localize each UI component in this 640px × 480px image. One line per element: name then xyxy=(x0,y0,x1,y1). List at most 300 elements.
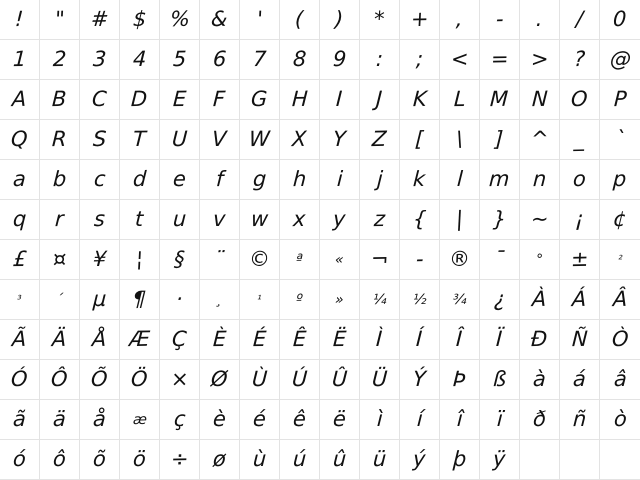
glyph-cell[interactable] xyxy=(440,240,480,280)
glyph-cell[interactable] xyxy=(0,40,40,80)
glyph-cell[interactable] xyxy=(0,120,40,160)
glyph-cell[interactable] xyxy=(520,120,560,160)
glyph-character: q xyxy=(12,206,27,232)
glyph-cell[interactable] xyxy=(80,240,120,280)
glyph-cell[interactable] xyxy=(120,120,160,160)
glyph-cell[interactable] xyxy=(280,200,320,240)
glyph-character: j xyxy=(375,166,384,192)
glyph-character: § xyxy=(173,246,186,272)
glyph-character: N xyxy=(531,86,549,112)
glyph-cell[interactable] xyxy=(80,0,120,40)
glyph-character: ! xyxy=(14,6,25,32)
glyph-cell[interactable] xyxy=(240,120,280,160)
glyph-cell[interactable] xyxy=(320,440,360,480)
glyph-cell[interactable] xyxy=(120,360,160,400)
glyph-cell[interactable] xyxy=(600,200,640,240)
glyph-cell[interactable] xyxy=(240,0,280,40)
glyph-character: x xyxy=(292,206,307,232)
glyph-character: ô xyxy=(52,446,67,472)
glyph-cell[interactable] xyxy=(360,440,400,480)
glyph-cell[interactable] xyxy=(280,440,320,480)
glyph-cell[interactable] xyxy=(480,80,520,120)
glyph-character: K xyxy=(411,86,428,112)
glyph-cell[interactable] xyxy=(560,80,600,120)
glyph-cell[interactable] xyxy=(160,280,200,320)
glyph-cell[interactable] xyxy=(360,120,400,160)
glyph-cell[interactable] xyxy=(280,80,320,120)
glyph-cell[interactable] xyxy=(560,200,600,240)
glyph-cell[interactable] xyxy=(400,240,440,280)
glyph-cell[interactable] xyxy=(520,0,560,40)
glyph-cell[interactable] xyxy=(440,440,480,480)
glyph-cell[interactable] xyxy=(0,440,40,480)
glyph-cell[interactable] xyxy=(600,360,640,400)
glyph-character: Ù xyxy=(251,366,268,392)
glyph-character: z xyxy=(373,206,386,232)
glyph-cell[interactable] xyxy=(280,120,320,160)
glyph-cell[interactable] xyxy=(240,240,280,280)
glyph-character: º xyxy=(295,291,304,308)
glyph-cell[interactable] xyxy=(0,400,40,440)
glyph-character: Â xyxy=(612,286,628,312)
glyph-cell[interactable] xyxy=(240,320,280,360)
glyph-cell[interactable] xyxy=(40,40,80,80)
glyph-character: ] xyxy=(494,126,505,152)
glyph-cell[interactable] xyxy=(600,160,640,200)
glyph-character: T xyxy=(132,126,147,152)
glyph-character: Ä xyxy=(51,326,68,352)
glyph-cell[interactable] xyxy=(320,240,360,280)
glyph-cell[interactable] xyxy=(560,160,600,200)
glyph-cell[interactable] xyxy=(560,280,600,320)
glyph-cell[interactable] xyxy=(480,40,520,80)
glyph-cell[interactable] xyxy=(560,120,600,160)
glyph-character: ¢ xyxy=(612,206,628,232)
glyph-cell[interactable] xyxy=(0,80,40,120)
glyph-cell[interactable] xyxy=(600,320,640,360)
glyph-cell[interactable] xyxy=(440,360,480,400)
glyph-cell[interactable] xyxy=(600,400,640,440)
glyph-cell[interactable] xyxy=(80,440,120,480)
glyph-character: Ö xyxy=(130,366,149,392)
glyph-cell[interactable] xyxy=(360,0,400,40)
glyph-cell[interactable] xyxy=(480,200,520,240)
glyph-cell[interactable] xyxy=(40,440,80,480)
glyph-cell[interactable] xyxy=(240,160,280,200)
glyph-cell[interactable] xyxy=(400,120,440,160)
glyph-character: f xyxy=(215,166,224,192)
glyph-cell[interactable] xyxy=(480,0,520,40)
glyph-character: ¸ xyxy=(215,291,224,308)
glyph-cell[interactable] xyxy=(520,80,560,120)
glyph-cell[interactable] xyxy=(240,40,280,80)
glyph-character: l xyxy=(455,166,464,192)
glyph-cell[interactable] xyxy=(520,160,560,200)
glyph-cell[interactable] xyxy=(160,160,200,200)
glyph-cell[interactable] xyxy=(440,200,480,240)
glyph-cell[interactable] xyxy=(200,440,240,480)
glyph-cell[interactable] xyxy=(160,400,200,440)
glyph-cell[interactable] xyxy=(360,400,400,440)
glyph-character: · xyxy=(175,286,184,312)
glyph-character: i xyxy=(335,166,344,192)
glyph-character: £ xyxy=(12,246,27,272)
glyph-cell[interactable] xyxy=(0,0,40,40)
glyph-character: ( xyxy=(294,6,305,32)
glyph-character: # xyxy=(90,6,109,32)
glyph-character: ? xyxy=(573,46,586,72)
glyph-character: ó xyxy=(12,446,27,472)
glyph-cell[interactable] xyxy=(200,120,240,160)
glyph-cell[interactable] xyxy=(160,40,200,80)
glyph-cell[interactable] xyxy=(400,400,440,440)
glyph-cell[interactable] xyxy=(560,0,600,40)
glyph-character: * xyxy=(373,6,386,32)
glyph-cell[interactable] xyxy=(600,120,640,160)
glyph-cell[interactable] xyxy=(520,360,560,400)
glyph-character: m xyxy=(488,166,511,192)
glyph-character: ª xyxy=(295,251,304,268)
glyph-character: W xyxy=(248,126,271,152)
glyph-cell[interactable] xyxy=(520,240,560,280)
glyph-character: < xyxy=(450,46,469,72)
glyph-cell[interactable] xyxy=(120,440,160,480)
glyph-character: ¾ xyxy=(452,291,467,308)
glyph-cell[interactable] xyxy=(400,0,440,40)
glyph-cell[interactable] xyxy=(80,400,120,440)
glyph-cell[interactable] xyxy=(480,240,520,280)
glyph-cell[interactable] xyxy=(40,160,80,200)
glyph-character: Ó xyxy=(10,366,29,392)
glyph-cell[interactable] xyxy=(480,120,520,160)
glyph-character: ¤ xyxy=(52,246,67,272)
glyph-cell[interactable] xyxy=(80,80,120,120)
glyph-character: ¨ xyxy=(213,246,226,272)
glyph-cell[interactable] xyxy=(560,360,600,400)
glyph-cell[interactable] xyxy=(400,40,440,80)
glyph-character: + xyxy=(410,6,429,32)
glyph-cell[interactable] xyxy=(0,360,40,400)
glyph-cell[interactable] xyxy=(480,280,520,320)
glyph-cell[interactable] xyxy=(120,240,160,280)
glyph-character: 7 xyxy=(252,46,267,72)
glyph-character: ) xyxy=(334,6,345,32)
glyph-character: M xyxy=(489,86,510,112)
glyph-cell[interactable] xyxy=(40,200,80,240)
glyph-cell[interactable] xyxy=(320,360,360,400)
glyph-cell[interactable] xyxy=(280,280,320,320)
glyph-character: | xyxy=(455,206,464,232)
glyph-character: / xyxy=(575,6,584,32)
glyph-cell[interactable] xyxy=(200,320,240,360)
glyph-character: ° xyxy=(535,251,544,268)
glyph-cell[interactable] xyxy=(600,80,640,120)
glyph-cell[interactable] xyxy=(360,160,400,200)
glyph-cell[interactable] xyxy=(0,240,40,280)
glyph-character: ñ xyxy=(572,406,587,432)
glyph-character: á xyxy=(572,366,587,392)
glyph-cell[interactable] xyxy=(360,240,400,280)
glyph-cell[interactable] xyxy=(280,0,320,40)
glyph-character: Q xyxy=(10,126,29,152)
glyph-cell[interactable] xyxy=(520,200,560,240)
glyph-character: : xyxy=(375,46,384,72)
glyph-cell[interactable] xyxy=(360,80,400,120)
glyph-cell[interactable] xyxy=(600,280,640,320)
glyph-cell[interactable] xyxy=(240,360,280,400)
glyph-character: ü xyxy=(372,446,387,472)
glyph-cell[interactable] xyxy=(480,400,520,440)
glyph-cell[interactable] xyxy=(200,200,240,240)
glyph-character: G xyxy=(250,86,269,112)
glyph-character: ÿ xyxy=(492,446,507,472)
glyph-character: å xyxy=(92,406,107,432)
glyph-cell[interactable] xyxy=(360,360,400,400)
glyph-character: Ã xyxy=(11,326,28,352)
glyph-character: Û xyxy=(331,366,348,392)
glyph-cell[interactable] xyxy=(120,40,160,80)
glyph-character: L xyxy=(453,86,467,112)
glyph-character: P xyxy=(613,86,627,112)
glyph-cell[interactable] xyxy=(280,160,320,200)
glyph-cell[interactable] xyxy=(160,80,200,120)
glyph-cell[interactable] xyxy=(600,40,640,80)
glyph-character: Õ xyxy=(90,366,109,392)
glyph-character: 1 xyxy=(12,46,27,72)
glyph-cell[interactable] xyxy=(160,320,200,360)
glyph-cell[interactable] xyxy=(480,160,520,200)
glyph-cell[interactable] xyxy=(200,240,240,280)
glyph-cell[interactable] xyxy=(480,440,520,480)
glyph-cell[interactable] xyxy=(360,40,400,80)
glyph-character: Ü xyxy=(371,366,388,392)
glyph-cell[interactable] xyxy=(120,200,160,240)
glyph-character: û xyxy=(332,446,347,472)
glyph-character: © xyxy=(248,246,271,272)
glyph-cell[interactable] xyxy=(240,80,280,120)
glyph-cell[interactable] xyxy=(280,360,320,400)
glyph-cell[interactable] xyxy=(440,0,480,40)
glyph-character: Í xyxy=(415,326,424,352)
glyph-cell[interactable] xyxy=(600,440,640,480)
glyph-cell[interactable] xyxy=(520,400,560,440)
glyph-character: ´ xyxy=(55,291,64,308)
glyph-character: ¿ xyxy=(493,286,506,312)
glyph-cell[interactable] xyxy=(320,160,360,200)
glyph-cell[interactable] xyxy=(120,0,160,40)
glyph-cell[interactable] xyxy=(560,240,600,280)
glyph-cell[interactable] xyxy=(400,200,440,240)
glyph-cell[interactable] xyxy=(120,80,160,120)
glyph-cell[interactable] xyxy=(320,200,360,240)
glyph-cell[interactable] xyxy=(0,200,40,240)
glyph-character: Ð xyxy=(530,326,549,352)
glyph-cell[interactable] xyxy=(400,160,440,200)
glyph-cell[interactable] xyxy=(320,40,360,80)
glyph-character: ® xyxy=(448,246,471,272)
glyph-cell[interactable] xyxy=(520,320,560,360)
glyph-character: ¦ xyxy=(135,246,144,272)
glyph-cell[interactable] xyxy=(440,280,480,320)
glyph-cell[interactable] xyxy=(440,80,480,120)
glyph-cell[interactable] xyxy=(40,240,80,280)
glyph-cell[interactable] xyxy=(280,400,320,440)
glyph-cell[interactable] xyxy=(40,0,80,40)
glyph-cell[interactable] xyxy=(520,280,560,320)
glyph-cell[interactable] xyxy=(200,400,240,440)
glyph-character: æ xyxy=(132,411,147,428)
glyph-cell[interactable] xyxy=(160,200,200,240)
glyph-cell[interactable] xyxy=(80,160,120,200)
glyph-character: ¶ xyxy=(132,286,147,312)
glyph-cell[interactable] xyxy=(0,160,40,200)
glyph-cell[interactable] xyxy=(200,360,240,400)
glyph-cell[interactable] xyxy=(440,40,480,80)
glyph-character: Ç xyxy=(171,326,188,352)
glyph-character: R xyxy=(51,126,68,152)
glyph-cell[interactable] xyxy=(360,200,400,240)
glyph-cell[interactable] xyxy=(520,440,560,480)
glyph-cell[interactable] xyxy=(480,360,520,400)
glyph-cell[interactable] xyxy=(440,120,480,160)
glyph-cell[interactable] xyxy=(80,120,120,160)
glyph-cell[interactable] xyxy=(560,400,600,440)
glyph-cell[interactable] xyxy=(520,40,560,80)
glyph-cell[interactable] xyxy=(440,160,480,200)
glyph-cell[interactable] xyxy=(0,280,40,320)
glyph-cell[interactable] xyxy=(600,0,640,40)
glyph-character: [ xyxy=(414,126,425,152)
glyph-cell[interactable] xyxy=(320,400,360,440)
glyph-character: Ê xyxy=(292,326,307,352)
glyph-cell[interactable] xyxy=(200,0,240,40)
glyph-character: & xyxy=(210,6,229,32)
glyph-cell[interactable] xyxy=(280,320,320,360)
glyph-cell[interactable] xyxy=(120,280,160,320)
glyph-cell[interactable] xyxy=(40,280,80,320)
glyph-character: ø xyxy=(212,446,227,472)
glyph-character: Ø xyxy=(210,366,229,392)
glyph-cell[interactable] xyxy=(120,400,160,440)
glyph-character: ß xyxy=(492,366,507,392)
glyph-cell[interactable] xyxy=(160,440,200,480)
glyph-cell[interactable] xyxy=(80,40,120,80)
glyph-character: t xyxy=(134,206,145,232)
glyph-cell[interactable] xyxy=(40,80,80,120)
glyph-character: _ xyxy=(573,126,586,152)
glyph-character: ~ xyxy=(530,206,549,232)
glyph-character: p xyxy=(612,166,628,192)
glyph-character: ; xyxy=(415,46,424,72)
glyph-character: » xyxy=(334,291,345,308)
glyph-cell[interactable] xyxy=(400,320,440,360)
glyph-character: þ xyxy=(452,446,467,472)
glyph-cell[interactable] xyxy=(80,200,120,240)
glyph-character: ÷ xyxy=(170,446,189,472)
glyph-cell[interactable] xyxy=(200,160,240,200)
glyph-character: ` xyxy=(614,126,626,152)
glyph-cell[interactable] xyxy=(120,160,160,200)
glyph-cell[interactable] xyxy=(560,40,600,80)
glyph-cell[interactable] xyxy=(160,0,200,40)
glyph-character: n xyxy=(532,166,547,192)
glyph-cell[interactable] xyxy=(480,320,520,360)
glyph-character: - xyxy=(495,6,504,32)
glyph-cell[interactable] xyxy=(160,120,200,160)
glyph-cell[interactable] xyxy=(400,440,440,480)
glyph-cell[interactable] xyxy=(360,320,400,360)
glyph-character: « xyxy=(334,251,345,268)
glyph-cell[interactable] xyxy=(280,40,320,80)
glyph-cell[interactable] xyxy=(320,0,360,40)
glyph-character: y xyxy=(332,206,347,232)
glyph-cell[interactable] xyxy=(200,80,240,120)
glyph-cell[interactable] xyxy=(240,200,280,240)
glyph-cell[interactable] xyxy=(80,360,120,400)
glyph-character: 2 xyxy=(52,46,67,72)
glyph-character: ä xyxy=(52,406,67,432)
glyph-character: Y xyxy=(332,126,347,152)
glyph-cell[interactable] xyxy=(0,320,40,360)
glyph-cell[interactable] xyxy=(440,400,480,440)
glyph-character: ' xyxy=(256,6,264,32)
glyph-cell[interactable] xyxy=(560,320,600,360)
glyph-cell[interactable] xyxy=(400,80,440,120)
glyph-cell[interactable] xyxy=(120,320,160,360)
glyph-character: Ñ xyxy=(571,326,589,352)
glyph-cell[interactable] xyxy=(200,280,240,320)
glyph-character: D xyxy=(130,86,149,112)
glyph-cell[interactable] xyxy=(320,80,360,120)
glyph-character: É xyxy=(252,326,267,352)
glyph-cell[interactable] xyxy=(40,360,80,400)
glyph-cell[interactable] xyxy=(320,120,360,160)
glyph-character: ð xyxy=(532,406,547,432)
glyph-cell[interactable] xyxy=(400,360,440,400)
glyph-cell[interactable] xyxy=(360,280,400,320)
glyph-cell[interactable] xyxy=(240,400,280,440)
glyph-character: Ï xyxy=(495,326,504,352)
glyph-character: 8 xyxy=(292,46,307,72)
glyph-character: { xyxy=(412,206,427,232)
glyph-character: â xyxy=(612,366,628,392)
glyph-cell[interactable] xyxy=(80,280,120,320)
glyph-cell[interactable] xyxy=(240,280,280,320)
glyph-cell[interactable] xyxy=(560,440,600,480)
glyph-character: ^ xyxy=(530,126,549,152)
glyph-character: e xyxy=(172,166,187,192)
glyph-character: ¯ xyxy=(493,246,506,272)
glyph-cell[interactable] xyxy=(320,320,360,360)
glyph-character: X xyxy=(291,126,308,152)
glyph-cell[interactable] xyxy=(160,360,200,400)
glyph-cell[interactable] xyxy=(320,280,360,320)
glyph-cell[interactable] xyxy=(240,440,280,480)
glyph-cell[interactable] xyxy=(440,320,480,360)
glyph-character: w xyxy=(250,206,269,232)
glyph-cell[interactable] xyxy=(200,40,240,80)
glyph-cell[interactable] xyxy=(40,400,80,440)
glyph-character: Ý xyxy=(412,366,427,392)
glyph-cell[interactable] xyxy=(280,240,320,280)
glyph-cell[interactable] xyxy=(40,120,80,160)
glyph-cell[interactable] xyxy=(160,240,200,280)
glyph-character: A xyxy=(11,86,28,112)
glyph-cell[interactable] xyxy=(40,320,80,360)
glyph-cell[interactable] xyxy=(600,240,640,280)
glyph-cell[interactable] xyxy=(80,320,120,360)
glyph-cell[interactable] xyxy=(400,280,440,320)
